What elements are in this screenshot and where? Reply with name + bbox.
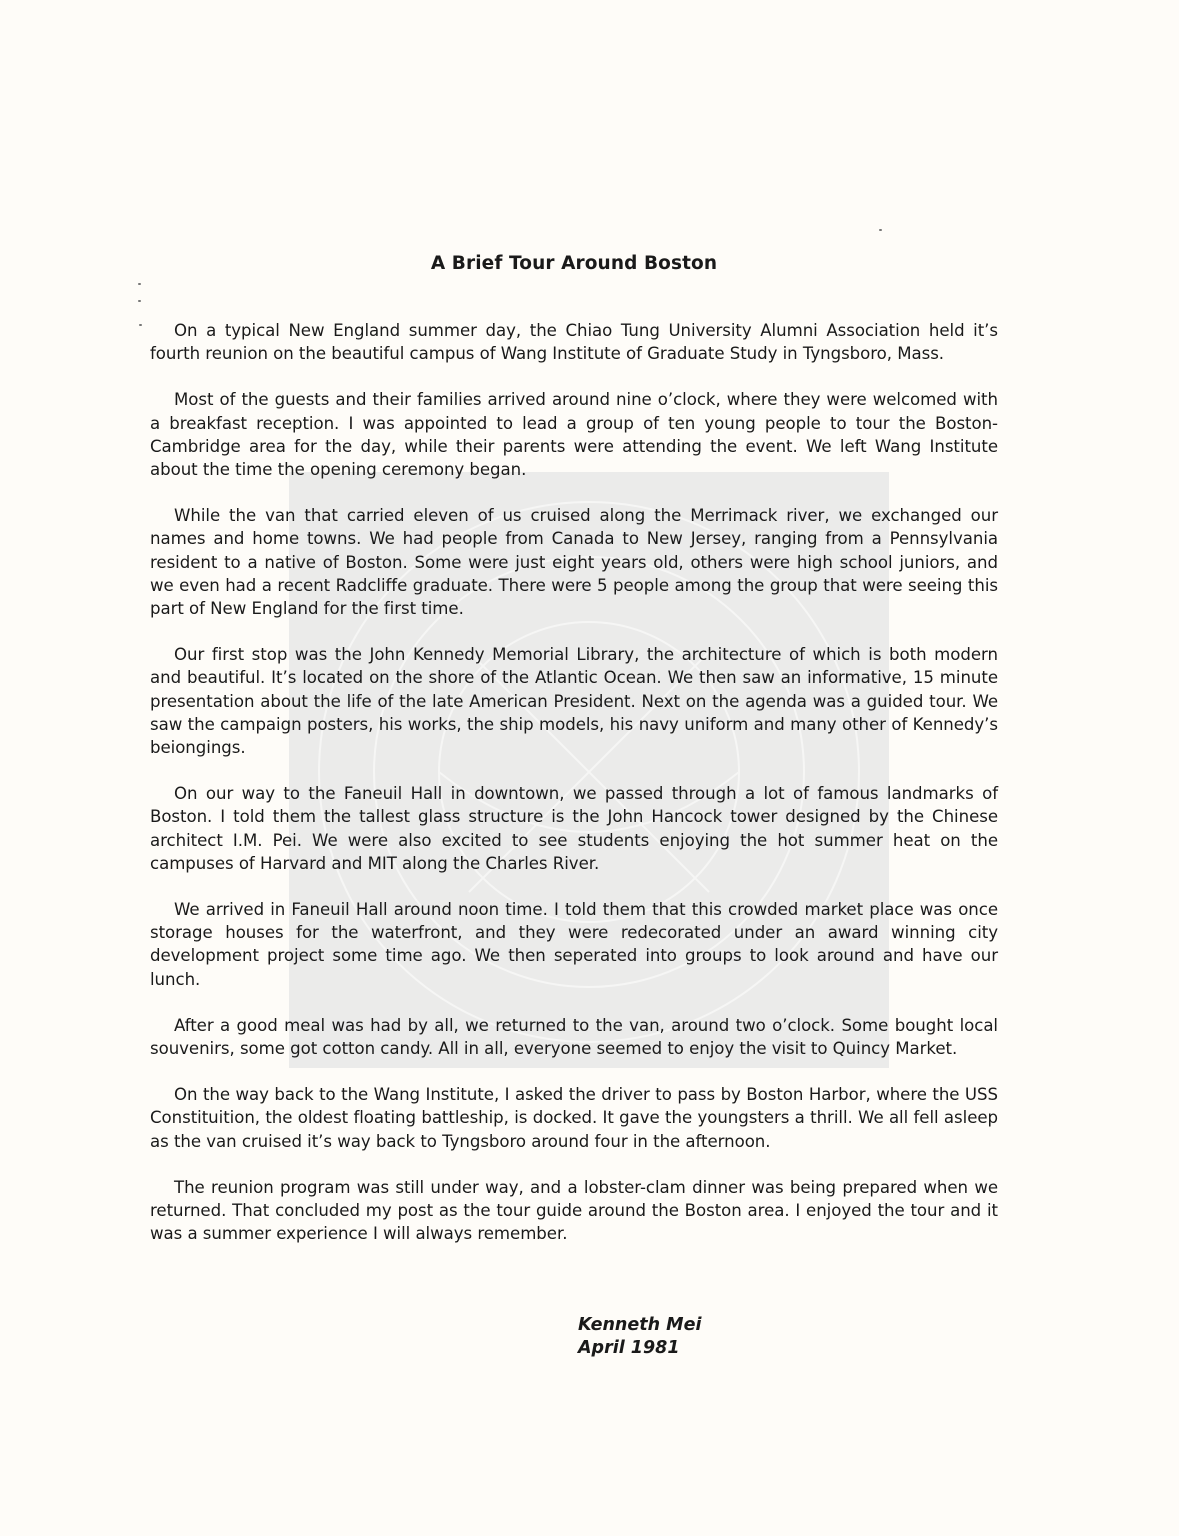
paragraph-downtown-landmarks: On our way to the Faneuil Hall in downtown, we passed through a lot of famous landmarks of Boston. I told them the tallest glass structure is the John Hancock tower designed by the Chinese architect I.M. Pei. We were also excited to see students enjoying the hot summer heat on the campuses of Harvard and MIT along the Charles River.	[150, 784, 998, 873]
paper-speck	[138, 283, 141, 285]
signature-date: April 1981	[578, 1338, 680, 1358]
paragraph-faneuil-hall: We arrived in Faneuil Hall around noon time. I told them that this crowded market place was once storage houses for the waterfront, and they were redecorated under an award winning city development project some time ago. We then seperated into groups to look around and have our lunch.	[150, 900, 998, 989]
signature-author: Kenneth Mei	[578, 1315, 702, 1335]
paragraph-kennedy-library: Our first stop was the John Kennedy Memorial Library, the architecture of which is both modern and beautiful. It’s located on the shore of the Atlantic Ocean. We then saw an informative, 15 minute presentation about the life of the late American President. Next on the agenda was a guided tour. We saw the campaign posters, his works, the ship models, his navy uniform and many other of Kennedy’s beiongings.	[150, 645, 998, 758]
paragraph-boston-harbor: On the way back to the Wang Institute, I asked the driver to pass by Boston Harbor, where the USS Constituition, the oldest floating battleship, is docked. It gave the youngsters a thrill. We all fell asleep as the van cruised it’s way back to Tyngsboro around four in the afternoon.	[150, 1085, 998, 1151]
document-title: A Brief Tour Around Boston	[430, 253, 718, 274]
paragraph-van-ride: While the van that carried eleven of us cruised along the Merrimack river, we exchanged our names and home towns. We had people from Canada to New Jersey, ranging from a Pennsylvania resident to a native of Boston. Some were just eight years old, others were high school juniors, and we even had a recent Radcliffe graduate. There were 5 people among the group that were seeing this part of New England for the first time.	[150, 506, 998, 619]
paper-speck	[139, 324, 142, 326]
paragraph-reunion-intro: On a typical New England summer day, the Chiao Tung University Alumni Association held it’s fourth reunion on the beautiful campus of Wang Institute of Graduate Study in Tyngsboro, Mass.	[150, 321, 998, 364]
signature-block	[578, 1314, 701, 1360]
paragraph-arrival: Most of the guests and their families arrived around nine o’clock, where they were welcomed with a breakfast reception. I was appointed to lead a group of ten young people to tour the Boston-Cambridge area for the day, while their parents were attending the event. We left Wang Institute about the time the opening ceremony began.	[150, 390, 998, 480]
paragraph-quincy-market: After a good meal was had by all, we returned to the van, around two o’clock. Some bought local souvenirs, some got cotton candy. All in all, everyone seemed to enjoy the visit to Quincy Market.	[150, 1015, 998, 1059]
paper-speck	[879, 229, 882, 231]
paragraph-conclusion: The reunion program was still under way, and a lobster-clam dinner was being prepared when we returned. That concluded my post as the tour guide around the Boston area. I enjoyed the tour and it was a summer experience I will always remember.	[150, 1177, 998, 1244]
paper-speck	[138, 300, 141, 302]
document-body	[150, 319, 998, 1269]
